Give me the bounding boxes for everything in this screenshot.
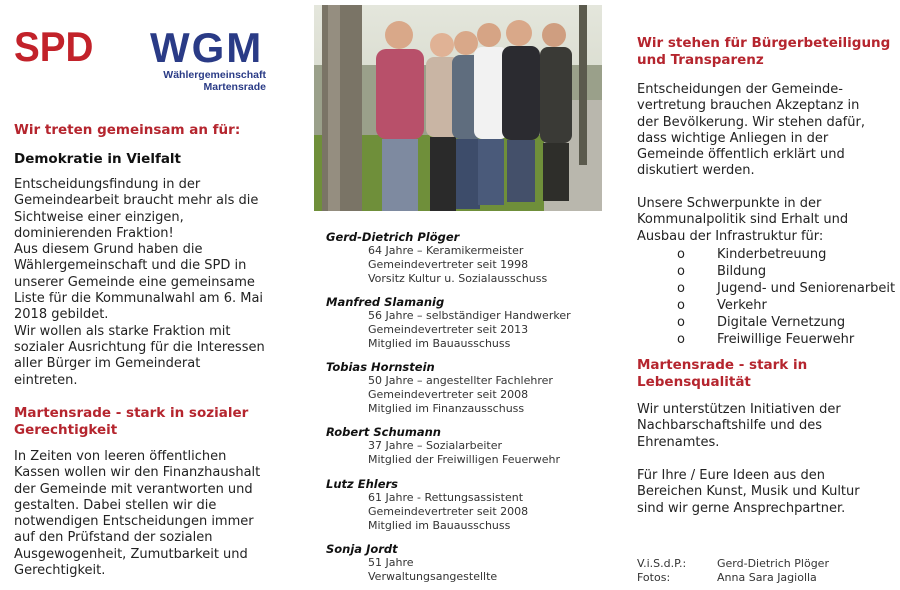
right-paragraph-4: Für Ihre / Eure Ideen aus den Bereichen Kunst, Musik und Kultur sind wir gerne Ansprechpartner. — [637, 468, 860, 516]
list-item: o Jugend- und Seniorenarbeit — [677, 281, 896, 296]
wgm-subtitle-2: Martensrade — [203, 81, 266, 93]
wgm-logo: WGM — [150, 24, 264, 71]
member-5: Lutz Ehlers 61 Jahre - Rettungsassistent Gemeindevertreter seit 2008 Mitglied im Bauausschuss — [326, 477, 616, 533]
right-heading-2: Martensrade - stark in Lebensqualität — [637, 357, 808, 390]
spd-logo: SPD — [14, 23, 94, 70]
left-paragraph-1: Entscheidungsfindung in der Gemeindearbeit braucht mehr als die Sichtweise einer einzigen, dominierenden Fraktion! Aus diesem Grund haben die Wählergemeinschaft und die SPD in unserer Gemeinde eine gemeinsame Liste für die Kommunalwahl am 6. Mai 2018 gebildet. Wir wollen als starke Fraktion mit sozialer Ausrichtung für die Interessen aller Bürger im Gemeinderat eintreten. — [14, 177, 265, 388]
member-4: Robert Schumann 37 Jahre – Sozialarbeiter Mitglied der Freiwilligen Feuerwehr — [326, 425, 616, 467]
member-6: Sonja Jordt 51 Jahre Verwaltungsangestellte — [326, 542, 616, 584]
member-2: Manfred Slamanig 56 Jahre – selbständiger Handwerker Gemeindevertreter seit 2013 Mitglied im Bauausschuss — [326, 295, 616, 351]
member-name: Tobias Hornstein — [326, 360, 435, 374]
member-name: Lutz Ehlers — [326, 477, 399, 491]
list-item: o Bildung — [677, 264, 767, 279]
credits: V.i.S.d.P.: Gerd-Dietrich Plöger Fotos: Anna Sara Jagiolla — [637, 557, 829, 584]
list-item: o Verkehr — [677, 298, 767, 313]
left-heading-2: Martensrade - stark in sozialer Gerechtigkeit — [14, 405, 249, 438]
list-item: o Kinderbetreuung — [677, 247, 827, 262]
right-heading: Wir stehen für Bürgerbeteiligung und Transparenz — [637, 35, 891, 68]
member-name: Sonja Jordt — [326, 542, 398, 556]
member-name: Manfred Slamanig — [326, 295, 445, 309]
left-paragraph-2: In Zeiten von leeren öffentlichen Kassen wollen wir den Finanzhaushalt der Gemeinde mit verantworten und gestalten. Dabei stellen wir die notwendigen Entscheidungen immer auf den Prüfstand der sozialen Ausgewogenheit, Zumutbarkeit und Gerechtigkeit. — [14, 449, 261, 579]
wgm-subtitle-1: Wählergemeinschaft — [163, 69, 266, 81]
member-1: Gerd-Dietrich Plöger 64 Jahre – Keramikermeister Gemeindevertreter seit 1998 Vorsitz Kultur u. Sozialausschuss — [326, 230, 616, 286]
group-photo — [314, 5, 602, 211]
left-subheading: Demokratie in Vielfalt — [14, 151, 182, 167]
list-item: o Digitale Vernetzung — [677, 315, 846, 330]
infrastructure-list — [637, 246, 897, 348]
group-photo-icon — [314, 5, 602, 211]
list-item: o Freiwillige Feuerwehr — [677, 332, 855, 347]
member-3: Tobias Hornstein 50 Jahre – angestellter Fachlehrer Gemeindevertreter seit 2008 Mitglied im Finanzausschuss — [326, 360, 616, 416]
right-paragraph-2: Unsere Schwerpunkte in der Kommunalpolitik sind Erhalt und Ausbau der Infrastruktur für: — [637, 196, 849, 244]
left-heading: Wir treten gemeinsam an für: — [14, 122, 241, 138]
member-name: Robert Schumann — [326, 425, 441, 439]
right-paragraph-3: Wir unterstützen Initiativen der Nachbarschaftshilfe und des Ehrenamtes. — [637, 402, 841, 450]
right-paragraph-1: Entscheidungen der Gemeinde- vertretung brauchen Akzeptanz in der Bevölkerung. Wir stehen dafür, dass wichtige Anliegen in der Gemeinde öffentlich erklärt und diskutiert werden. — [637, 82, 865, 179]
member-name: Gerd-Dietrich Plöger — [326, 230, 460, 244]
